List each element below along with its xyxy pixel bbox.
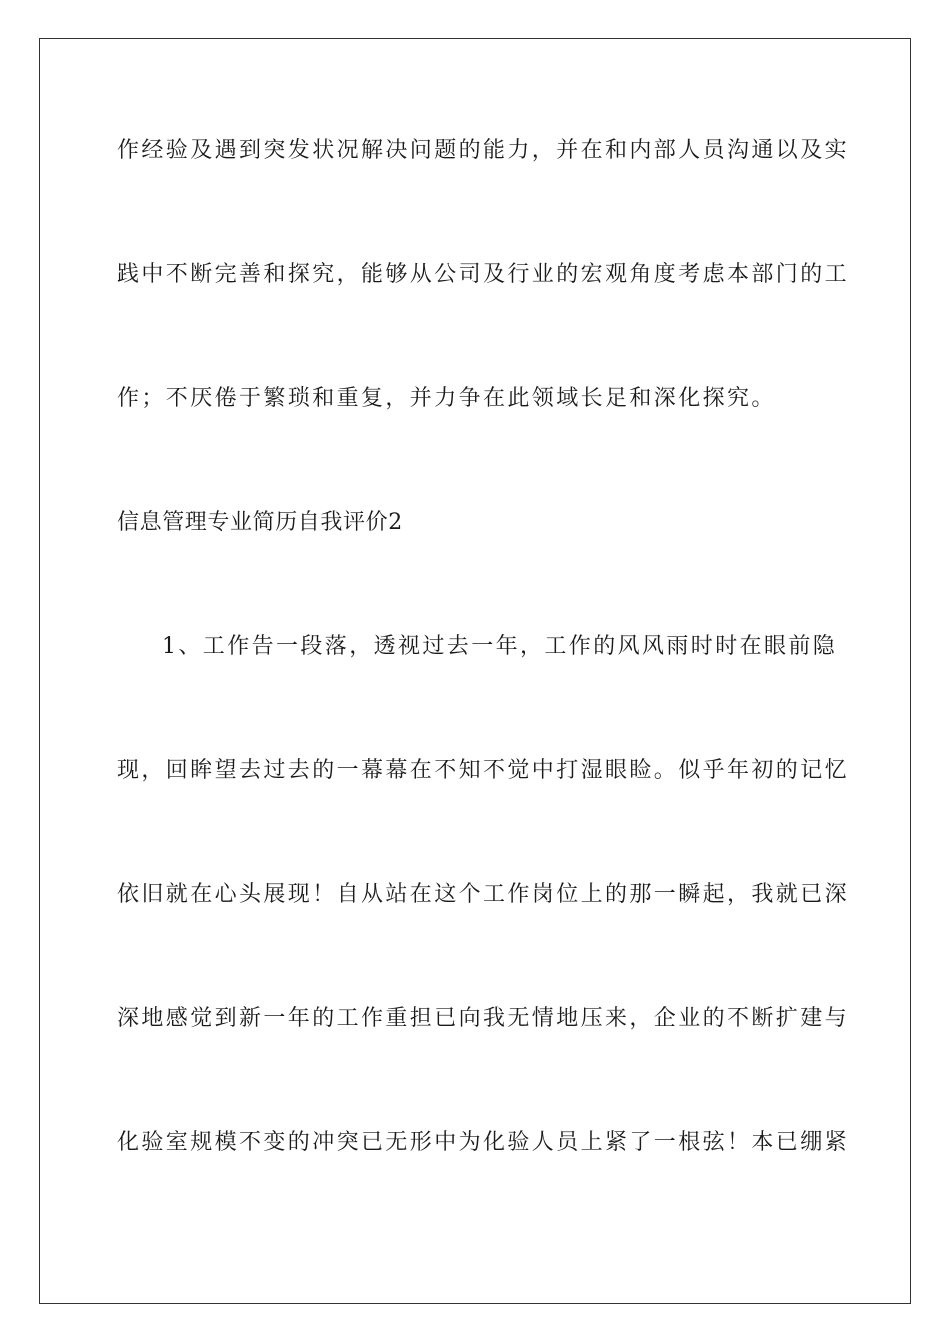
page-border [39,38,911,1304]
body-text-line: 作；不厌倦于繁琐和重复，并力争在此领域长足和深化探究。 [117,386,776,411]
body-text-line: 化验室规模不变的冲突已无形中为化验人员上紧了一根弦！本已绷紧 [117,1130,850,1155]
body-text-line: 深地感觉到新一年的工作重担已向我无情地压来，企业的不断扩建与 [117,1006,850,1031]
paragraph-first-line: 1、工作告一段落，透视过去一年，工作的风风雨时时在眼前隐 [162,634,838,659]
body-text-line: 践中不断完善和探究，能够从公司及行业的宏观角度考虑本部门的工 [117,262,850,287]
body-text-line: 现，回眸望去过去的一幕幕在不知不觉中打湿眼睑。似乎年初的记忆 [117,758,850,783]
section-title: 信息管理专业简历自我评价2 [117,510,403,535]
body-text-line: 作经验及遇到突发状况解决问题的能力，并在和内部人员沟通以及实 [117,138,850,163]
body-text-line: 依旧就在心头展现！自从站在这个工作岗位上的那一瞬起，我就已深 [117,882,850,907]
